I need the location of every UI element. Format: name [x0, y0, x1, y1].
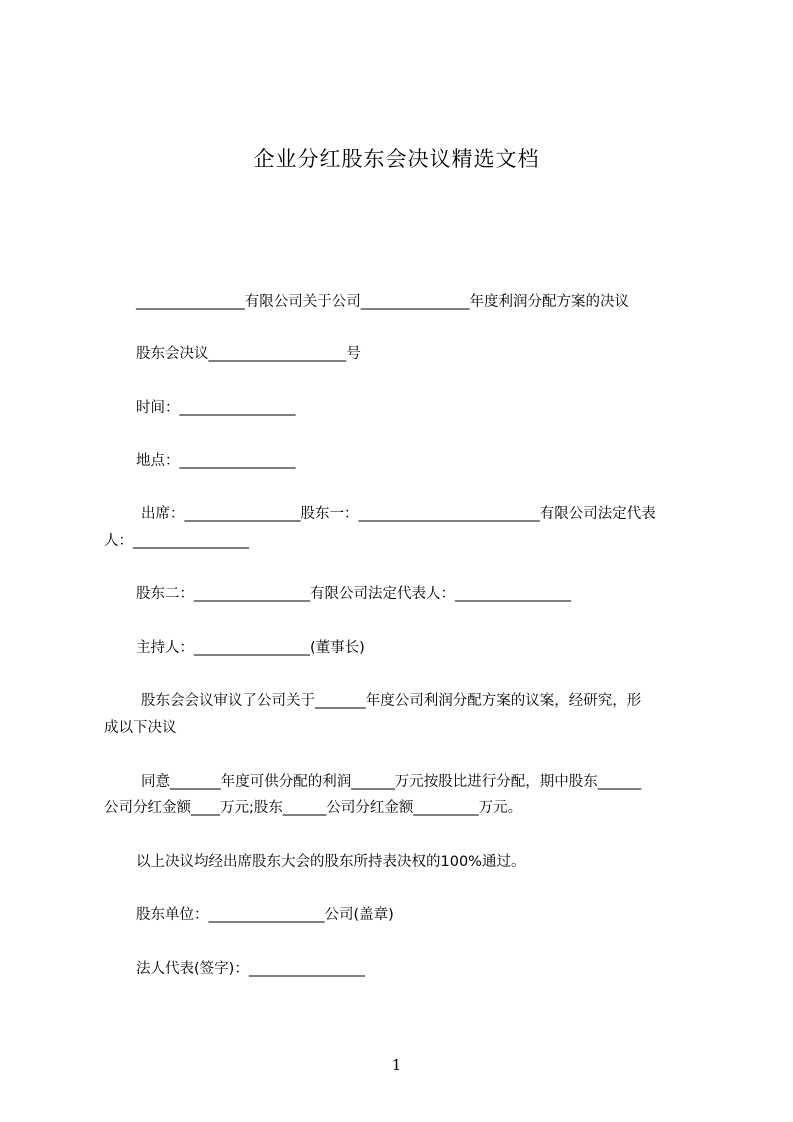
agree-line-2: 公司分红金额____万元;股东______公司分红金额_________万元。 — [104, 800, 523, 816]
page-title: 企业分红股东会决议精选文档 — [253, 147, 540, 171]
place-line: 地点：________________ — [136, 453, 296, 469]
shareholder-two-line: 股东二：________________有限公司法定代表人：________________ — [136, 586, 571, 602]
time-line: 时间：________________ — [136, 400, 296, 416]
page-number: 1 — [391, 1056, 402, 1074]
legal-representative-line: 法人代表(签字)：________________ — [136, 961, 365, 977]
review-line-2: 成以下决议 — [104, 720, 177, 736]
host-line: 主持人：________________(董事长) — [136, 640, 365, 656]
shareholder-unit-line: 股东单位：________________公司(盖章) — [136, 907, 394, 923]
agree-line-1: 同意_______年度可供分配的利润______万元按股比进行分配，期中股东______ — [141, 774, 642, 790]
passed-line: 以上决议均经出席股东大会的股东所持表决权的100%通过。 — [136, 854, 526, 870]
resolution-number-line: 股东会决议___________________号 — [136, 346, 361, 362]
attendance-line-1: 出席：________________股东一：_________________________有限公司法定代表 — [141, 506, 656, 522]
attendance-line-2: 人：________________ — [104, 533, 249, 549]
resolution-heading-line: _______________有限公司关于公司_______________年度利润分配方案的决议 — [136, 294, 629, 310]
review-line-1: 股东会会议审议了公司关于_______年度公司利润分配方案的议案，经研究，形 — [141, 693, 642, 709]
